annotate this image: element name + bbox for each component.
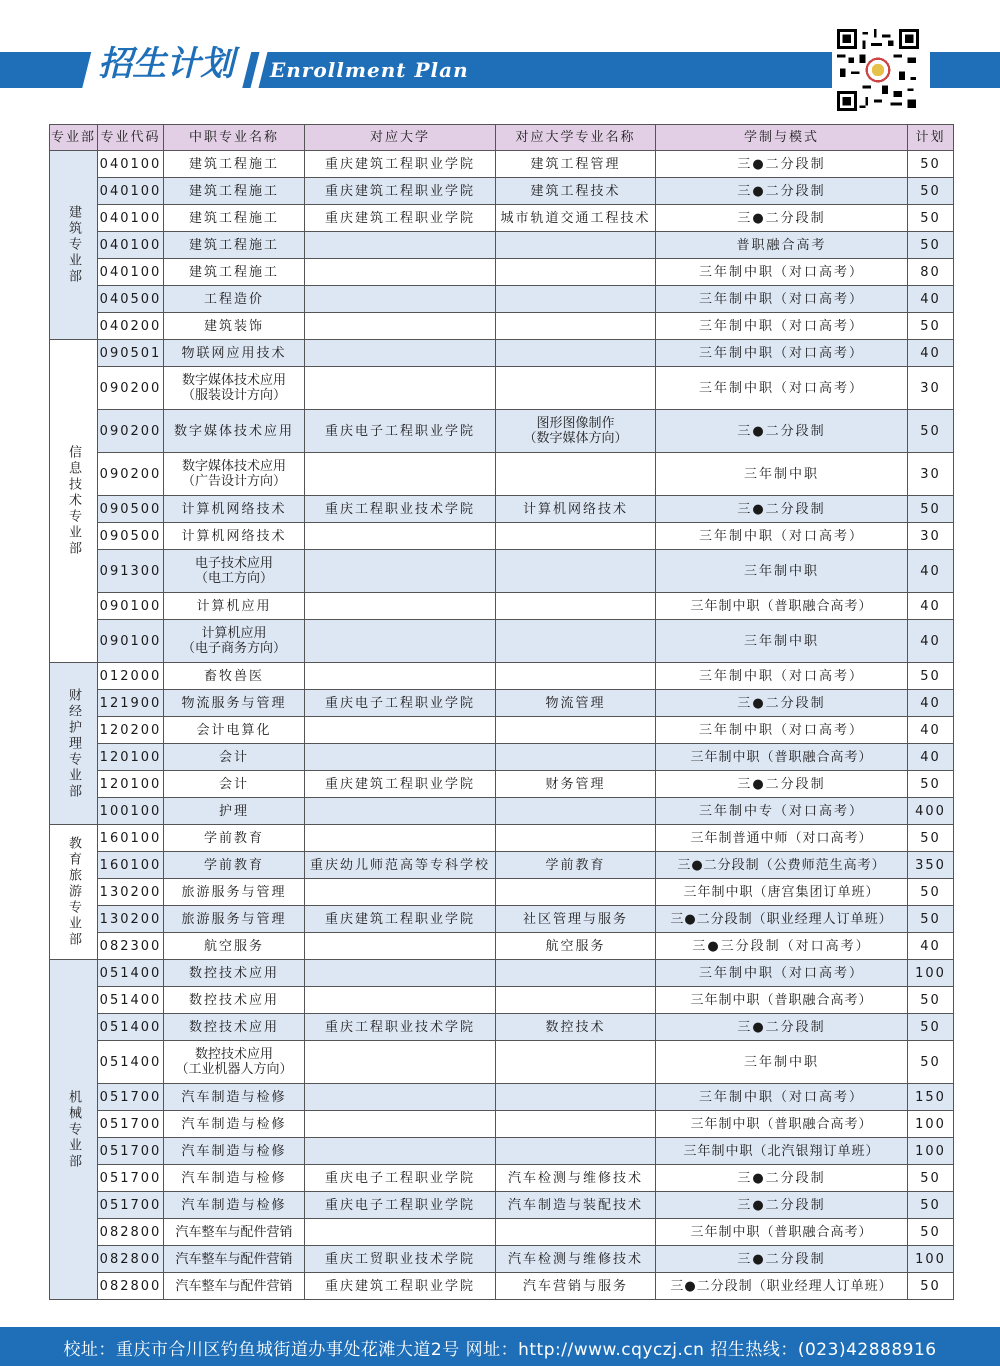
university-cell: 重庆建筑工程职业学院	[305, 178, 496, 205]
code-cell: 082800	[98, 1273, 164, 1300]
header-dept: 专业部	[50, 125, 98, 151]
mode-cell: 三●二分段制	[656, 1192, 908, 1219]
major-cell: 汽车整车与配件营销	[164, 1246, 305, 1273]
dept-label: 建筑专业部	[66, 205, 81, 285]
code-cell: 160100	[98, 825, 164, 852]
mode-cell: 三年制中职（普职融合高考）	[656, 987, 908, 1014]
univ-major-cell	[496, 550, 656, 593]
major-cell: 会计电算化	[164, 717, 305, 744]
mode-cell: 三●二分段制	[656, 1014, 908, 1041]
table-row	[50, 367, 954, 410]
university-cell	[305, 313, 496, 340]
univ-major-cell: 汽车检测与维修技术	[496, 1246, 656, 1273]
univ-major-cell	[496, 232, 656, 259]
plan-cell: 50	[908, 1273, 954, 1300]
header-code: 专业代码	[98, 125, 164, 151]
plan-cell: 30	[908, 367, 954, 410]
major-cell: 建筑工程施工	[164, 178, 305, 205]
table-row	[50, 771, 954, 798]
major-cell: 计算机应用 （电子商务方向）	[164, 620, 305, 663]
university-cell: 重庆工程职业技术学院	[305, 496, 496, 523]
code-cell: 040500	[98, 286, 164, 313]
page-title-english: Enrollment Plan	[270, 58, 469, 82]
univ-major-cell: 社区管理与服务	[496, 906, 656, 933]
university-cell: 重庆工贸职业技术学院	[305, 1246, 496, 1273]
mode-cell: 三年制中职（对口高考）	[656, 1084, 908, 1111]
major-cell: 航空服务	[164, 933, 305, 960]
major-cell: 计算机网络技术	[164, 523, 305, 550]
university-cell: 重庆电子工程职业学院	[305, 690, 496, 717]
table-row	[50, 205, 954, 232]
university-cell: 重庆建筑工程职业学院	[305, 151, 496, 178]
univ-major-cell: 汽车检测与维修技术	[496, 1165, 656, 1192]
plan-cell: 100	[908, 1138, 954, 1165]
major-cell: 数字媒体技术应用 （广告设计方向）	[164, 453, 305, 496]
table-row	[50, 744, 954, 771]
mode-cell: 三●二分段制	[656, 771, 908, 798]
univ-major-cell: 建筑工程技术	[496, 178, 656, 205]
dept-cell	[50, 340, 98, 663]
code-cell: 090500	[98, 496, 164, 523]
code-cell: 040100	[98, 259, 164, 286]
dept-label: 机械专业部	[66, 1089, 81, 1170]
header-mode: 学制与模式	[656, 125, 908, 151]
mode-cell: 三●二分段制（职业经理人订单班）	[656, 1273, 908, 1300]
table-row	[50, 1014, 954, 1041]
code-cell: 040100	[98, 205, 164, 232]
university-cell: 重庆电子工程职业学院	[305, 410, 496, 453]
mode-cell: 三●二分段制（公费师范生高考）	[656, 852, 908, 879]
major-cell: 学前教育	[164, 852, 305, 879]
major-cell: 汽车制造与检修	[164, 1165, 305, 1192]
major-cell: 畜牧兽医	[164, 663, 305, 690]
table-row	[50, 987, 954, 1014]
plan-cell: 50	[908, 825, 954, 852]
table-header-row	[50, 125, 954, 151]
code-cell: 051400	[98, 960, 164, 987]
plan-cell: 40	[908, 933, 954, 960]
univ-major-cell: 数控技术	[496, 1014, 656, 1041]
university-cell	[305, 960, 496, 987]
univ-major-cell	[496, 523, 656, 550]
university-cell	[305, 744, 496, 771]
major-cell: 旅游服务与管理	[164, 879, 305, 906]
univ-major-cell	[496, 593, 656, 620]
qr-code-icon[interactable]	[832, 26, 930, 118]
university-cell	[305, 1084, 496, 1111]
plan-cell: 50	[908, 663, 954, 690]
code-cell: 120100	[98, 744, 164, 771]
code-cell: 090200	[98, 453, 164, 496]
plan-cell: 50	[908, 879, 954, 906]
major-cell: 建筑装饰	[164, 313, 305, 340]
mode-cell: 三年制中职（普职融合高考）	[656, 593, 908, 620]
mode-cell: 三年制中职（对口高考）	[656, 313, 908, 340]
mode-cell: 三●二分段制（职业经理人订单班）	[656, 906, 908, 933]
code-cell: 120200	[98, 717, 164, 744]
plan-cell: 350	[908, 852, 954, 879]
plan-cell: 100	[908, 1111, 954, 1138]
mode-cell: 三年制中职（对口高考）	[656, 340, 908, 367]
table-row	[50, 593, 954, 620]
code-cell: 040100	[98, 151, 164, 178]
plan-cell: 50	[908, 496, 954, 523]
table-row	[50, 1111, 954, 1138]
table-row	[50, 960, 954, 987]
plan-cell: 400	[908, 798, 954, 825]
code-cell: 051700	[98, 1138, 164, 1165]
univ-major-cell	[496, 1219, 656, 1246]
major-cell: 物联网应用技术	[164, 340, 305, 367]
university-cell	[305, 1138, 496, 1165]
code-cell: 051700	[98, 1165, 164, 1192]
univ-major-cell	[496, 717, 656, 744]
table-row	[50, 453, 954, 496]
plan-cell: 100	[908, 1246, 954, 1273]
mode-cell: 三●二分段制	[656, 1246, 908, 1273]
university-cell: 重庆建筑工程职业学院	[305, 1273, 496, 1300]
university-cell	[305, 620, 496, 663]
university-cell	[305, 879, 496, 906]
page-title: 招生计划	[82, 42, 253, 88]
university-cell	[305, 825, 496, 852]
table-row	[50, 1165, 954, 1192]
table-row	[50, 178, 954, 205]
table-row	[50, 496, 954, 523]
major-cell: 数控技术应用	[164, 987, 305, 1014]
table-row	[50, 232, 954, 259]
code-cell: 120100	[98, 771, 164, 798]
university-cell	[305, 717, 496, 744]
code-cell: 040100	[98, 232, 164, 259]
univ-major-cell	[496, 663, 656, 690]
university-cell	[305, 367, 496, 410]
university-cell	[305, 286, 496, 313]
plan-cell: 50	[908, 1192, 954, 1219]
table-row	[50, 1246, 954, 1273]
major-cell: 汽车制造与检修	[164, 1138, 305, 1165]
table-row	[50, 410, 954, 453]
plan-cell: 50	[908, 151, 954, 178]
plan-cell: 50	[908, 410, 954, 453]
plan-cell: 30	[908, 453, 954, 496]
univ-major-cell: 计算机网络技术	[496, 496, 656, 523]
mode-cell: 三年制中职（对口高考）	[656, 259, 908, 286]
major-cell: 汽车整车与配件营销	[164, 1273, 305, 1300]
mode-cell: 三年制中职	[656, 550, 908, 593]
code-cell: 130200	[98, 906, 164, 933]
univ-major-cell	[496, 453, 656, 496]
code-cell: 012000	[98, 663, 164, 690]
header-plan: 计划	[908, 125, 954, 151]
mode-cell: 三●二分段制	[656, 496, 908, 523]
plan-cell: 50	[908, 987, 954, 1014]
table-row	[50, 852, 954, 879]
plan-cell: 50	[908, 205, 954, 232]
major-cell: 计算机应用	[164, 593, 305, 620]
univ-major-cell	[496, 286, 656, 313]
table-row	[50, 798, 954, 825]
univ-major-cell	[496, 1084, 656, 1111]
plan-cell: 40	[908, 620, 954, 663]
plan-cell: 50	[908, 178, 954, 205]
code-cell: 090100	[98, 593, 164, 620]
univ-major-cell: 图形图像制作 （数字媒体方向）	[496, 410, 656, 453]
table-row	[50, 550, 954, 593]
mode-cell: 三●二分段制	[656, 1165, 908, 1192]
table-row	[50, 620, 954, 663]
code-cell: 051700	[98, 1084, 164, 1111]
university-cell: 重庆幼儿师范高等专科学校	[305, 852, 496, 879]
major-cell: 工程造价	[164, 286, 305, 313]
university-cell	[305, 550, 496, 593]
university-cell	[305, 1041, 496, 1084]
mode-cell: 三●二分段制	[656, 690, 908, 717]
table-row	[50, 286, 954, 313]
dept-cell	[50, 825, 98, 960]
code-cell: 082300	[98, 933, 164, 960]
table-row	[50, 1219, 954, 1246]
code-cell: 082800	[98, 1246, 164, 1273]
table-row	[50, 933, 954, 960]
major-cell: 建筑工程施工	[164, 151, 305, 178]
mode-cell: 三年制中职（普职融合高考）	[656, 1111, 908, 1138]
dept-cell	[50, 663, 98, 825]
major-cell: 汽车制造与检修	[164, 1084, 305, 1111]
mode-cell: 普职融合高考	[656, 232, 908, 259]
mode-cell: 三●二分段制	[656, 205, 908, 232]
dept-cell	[50, 960, 98, 1300]
plan-cell: 40	[908, 286, 954, 313]
code-cell: 090200	[98, 367, 164, 410]
code-cell: 051400	[98, 987, 164, 1014]
mode-cell: 三●三分段制（对口高考）	[656, 933, 908, 960]
mode-cell: 三●二分段制	[656, 178, 908, 205]
major-cell: 建筑工程施工	[164, 259, 305, 286]
code-cell: 040200	[98, 313, 164, 340]
mode-cell: 三年制普通中师（对口高考）	[656, 825, 908, 852]
univ-major-cell	[496, 987, 656, 1014]
univ-major-cell	[496, 367, 656, 410]
mode-cell: 三年制中职	[656, 453, 908, 496]
code-cell: 082800	[98, 1219, 164, 1246]
table-row	[50, 340, 954, 367]
code-cell: 090501	[98, 340, 164, 367]
plan-cell: 40	[908, 744, 954, 771]
table-row	[50, 825, 954, 852]
dept-label: 财经护理专业部	[66, 687, 81, 800]
mode-cell: 三年制中职	[656, 620, 908, 663]
univ-major-cell: 物流管理	[496, 690, 656, 717]
plan-cell: 40	[908, 593, 954, 620]
code-cell: 090500	[98, 523, 164, 550]
univ-major-cell: 学前教育	[496, 852, 656, 879]
plan-cell: 150	[908, 1084, 954, 1111]
mode-cell: 三年制中职（普职融合高考）	[656, 1219, 908, 1246]
university-cell	[305, 933, 496, 960]
university-cell: 重庆电子工程职业学院	[305, 1165, 496, 1192]
code-cell: 090200	[98, 410, 164, 453]
major-cell: 数控技术应用	[164, 1014, 305, 1041]
plan-cell: 50	[908, 1041, 954, 1084]
university-cell	[305, 663, 496, 690]
plan-cell: 50	[908, 771, 954, 798]
code-cell: 051700	[98, 1192, 164, 1219]
major-cell: 会计	[164, 744, 305, 771]
major-cell: 旅游服务与管理	[164, 906, 305, 933]
mode-cell: 三年制中职（对口高考）	[656, 286, 908, 313]
code-cell: 160100	[98, 852, 164, 879]
university-cell: 重庆工程职业技术学院	[305, 1014, 496, 1041]
header-univ-major: 对应大学专业名称	[496, 125, 656, 151]
univ-major-cell: 汽车制造与装配技术	[496, 1192, 656, 1219]
plan-cell: 100	[908, 960, 954, 987]
mode-cell: 三年制中职（普职融合高考）	[656, 744, 908, 771]
university-cell	[305, 987, 496, 1014]
table-row	[50, 690, 954, 717]
plan-cell: 80	[908, 259, 954, 286]
mode-cell: 三年制中职（对口高考）	[656, 367, 908, 410]
univ-major-cell	[496, 340, 656, 367]
code-cell: 051400	[98, 1014, 164, 1041]
mode-cell: 三●二分段制	[656, 151, 908, 178]
university-cell	[305, 593, 496, 620]
table-row	[50, 259, 954, 286]
footer-contact: 校址：重庆市合川区钓鱼城街道办事处花滩大道2号 网址：http://www.cqyczj.cn 招生热线：(023)42888916	[63, 1340, 937, 1360]
plan-cell: 50	[908, 1219, 954, 1246]
code-cell: 100100	[98, 798, 164, 825]
major-cell: 数字媒体技术应用 （服装设计方向）	[164, 367, 305, 410]
major-cell: 汽车制造与检修	[164, 1192, 305, 1219]
university-cell: 重庆建筑工程职业学院	[305, 906, 496, 933]
univ-major-cell	[496, 960, 656, 987]
major-cell: 数控技术应用 （工业机器人方向）	[164, 1041, 305, 1084]
major-cell: 数控技术应用	[164, 960, 305, 987]
mode-cell: 三年制中职（对口高考）	[656, 717, 908, 744]
mode-cell: 三年制中职（唐宫集团订单班）	[656, 879, 908, 906]
footer-bar	[0, 1327, 1000, 1366]
major-cell: 数字媒体技术应用	[164, 410, 305, 453]
mode-cell: 三年制中职（对口高考）	[656, 960, 908, 987]
table-row	[50, 1041, 954, 1084]
major-cell: 计算机网络技术	[164, 496, 305, 523]
plan-cell: 40	[908, 690, 954, 717]
code-cell: 130200	[98, 879, 164, 906]
code-cell: 091300	[98, 550, 164, 593]
table-row	[50, 1138, 954, 1165]
mode-cell: 三年制中职（北汽银翔订单班）	[656, 1138, 908, 1165]
table-row	[50, 523, 954, 550]
univ-major-cell	[496, 313, 656, 340]
table-row	[50, 1084, 954, 1111]
univ-major-cell	[496, 744, 656, 771]
university-cell	[305, 340, 496, 367]
university-cell	[305, 453, 496, 496]
major-cell: 电子技术应用 （电工方向）	[164, 550, 305, 593]
mode-cell: 三年制中职（对口高考）	[656, 663, 908, 690]
major-cell: 物流服务与管理	[164, 690, 305, 717]
table-row	[50, 663, 954, 690]
univ-major-cell: 航空服务	[496, 933, 656, 960]
university-cell: 重庆建筑工程职业学院	[305, 205, 496, 232]
dept-cell	[50, 151, 98, 340]
univ-major-cell	[496, 1138, 656, 1165]
university-cell	[305, 523, 496, 550]
plan-cell: 50	[908, 313, 954, 340]
plan-cell: 50	[908, 1014, 954, 1041]
enrollment-table	[49, 124, 954, 1300]
university-cell	[305, 1111, 496, 1138]
header-major: 中职专业名称	[164, 125, 305, 151]
univ-major-cell: 汽车营销与服务	[496, 1273, 656, 1300]
university-cell: 重庆建筑工程职业学院	[305, 771, 496, 798]
univ-major-cell	[496, 1041, 656, 1084]
univ-major-cell	[496, 798, 656, 825]
plan-cell: 50	[908, 906, 954, 933]
major-cell: 建筑工程施工	[164, 205, 305, 232]
univ-major-cell	[496, 825, 656, 852]
major-cell: 建筑工程施工	[164, 232, 305, 259]
univ-major-cell: 城市轨道交通工程技术	[496, 205, 656, 232]
header-university: 对应大学	[305, 125, 496, 151]
univ-major-cell: 财务管理	[496, 771, 656, 798]
dept-label: 信息技术专业部	[66, 445, 81, 557]
university-cell	[305, 232, 496, 259]
table-row	[50, 313, 954, 340]
mode-cell: 三年制中专（对口高考）	[656, 798, 908, 825]
univ-major-cell	[496, 879, 656, 906]
table-row	[50, 717, 954, 744]
code-cell: 090100	[98, 620, 164, 663]
plan-cell: 50	[908, 232, 954, 259]
dept-label: 教育旅游专业部	[66, 836, 81, 948]
major-cell: 汽车制造与检修	[164, 1111, 305, 1138]
mode-cell: 三年制中职（对口高考）	[656, 523, 908, 550]
mode-cell: 三年制中职	[656, 1041, 908, 1084]
univ-major-cell	[496, 620, 656, 663]
univ-major-cell	[496, 259, 656, 286]
univ-major-cell: 建筑工程管理	[496, 151, 656, 178]
code-cell: 051400	[98, 1041, 164, 1084]
university-cell: 重庆电子工程职业学院	[305, 1192, 496, 1219]
plan-cell: 30	[908, 523, 954, 550]
univ-major-cell	[496, 1111, 656, 1138]
university-cell	[305, 259, 496, 286]
major-cell: 会计	[164, 771, 305, 798]
plan-cell: 50	[908, 1165, 954, 1192]
table-row	[50, 879, 954, 906]
major-cell: 汽车整车与配件营销	[164, 1219, 305, 1246]
plan-cell: 40	[908, 550, 954, 593]
table-row	[50, 1192, 954, 1219]
university-cell	[305, 798, 496, 825]
major-cell: 护理	[164, 798, 305, 825]
table-row	[50, 151, 954, 178]
code-cell: 040100	[98, 178, 164, 205]
university-cell	[305, 1219, 496, 1246]
plan-cell: 40	[908, 717, 954, 744]
table-row	[50, 906, 954, 933]
plan-cell: 40	[908, 340, 954, 367]
code-cell: 121900	[98, 690, 164, 717]
table-row	[50, 1273, 954, 1300]
code-cell: 051700	[98, 1111, 164, 1138]
mode-cell: 三●二分段制	[656, 410, 908, 453]
major-cell: 学前教育	[164, 825, 305, 852]
